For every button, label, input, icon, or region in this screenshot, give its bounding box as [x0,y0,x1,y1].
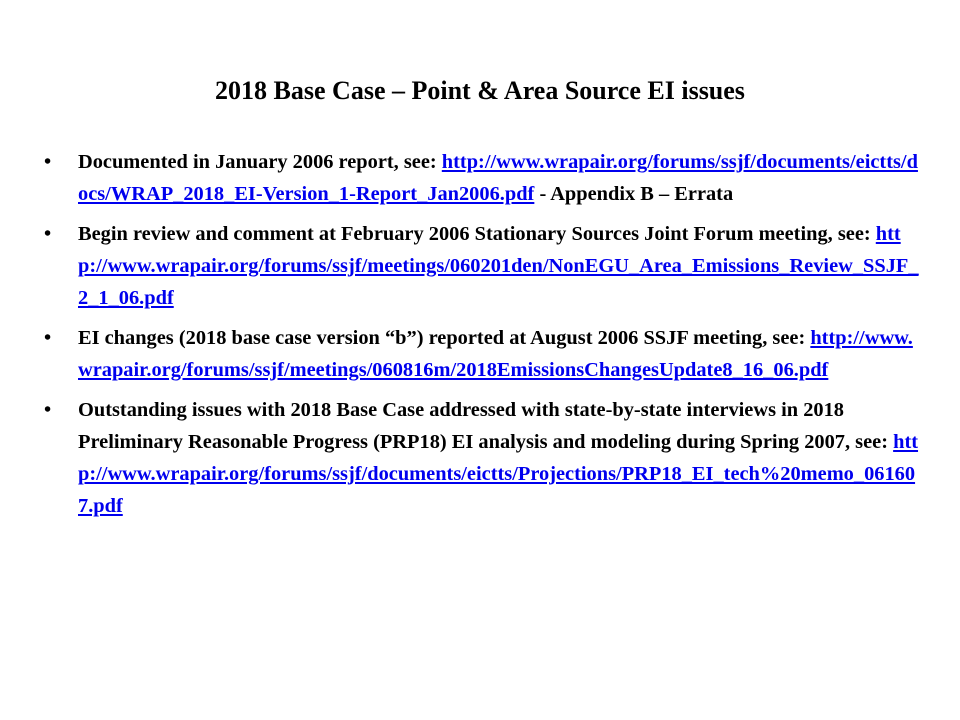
bullet-text: Outstanding issues with 2018 Base Case addressed with state-by-state interviews in 2018 Preliminary Reasonable Progress (PRP18) EI analysis and modeling during Spring 2007, see: [78,399,894,453]
slide-title: 2018 Base Case – Point & Area Source EI issues [215,76,745,105]
bullet-list [44,146,924,530]
bullet-text: Begin review and comment at February 2006 Stationary Sources Joint Forum meeting, see: [78,223,876,245]
bullet-text: EI changes (2018 base case version “b”) reported at August 2006 SSJF meeting, see: [78,327,811,349]
report-link[interactable]: http://www.wrapair.org/forums/ssjf/documents/eictts/docs/WRAP_2018_EI-Version_1-Report_Jan2006.pdf [78,151,918,205]
bullet-dot: • [44,327,52,349]
bullet-item-review [44,218,924,314]
changes-link[interactable]: http://www.wrapair.org/forums/ssjf/meetings/060816m/2018EmissionsChangesUpdate8_16_06.pdf [78,327,913,381]
bullet-text: Documented in January 2006 report, see: [78,151,442,173]
bullet-dot: • [44,151,52,173]
bullet-dot: • [44,223,52,245]
review-link[interactable]: http://www.wrapair.org/forums/ssjf/meetings/060201den/NonEGU_Area_Emissions_Review_SSJF_2_1_06.pdf [78,223,919,309]
bullet-dot: • [44,399,52,421]
bullet-item-changes [44,322,924,386]
bullet-item-report [44,146,924,210]
bullet-text-suffix: - Appendix B – Errata [534,183,734,205]
tech-memo-link[interactable]: http://www.wrapair.org/forums/ssjf/documents/eictts/Projections/PRP18_EI_tech%20memo_061607.pdf [78,431,919,517]
bullet-item-outstanding [44,394,924,522]
